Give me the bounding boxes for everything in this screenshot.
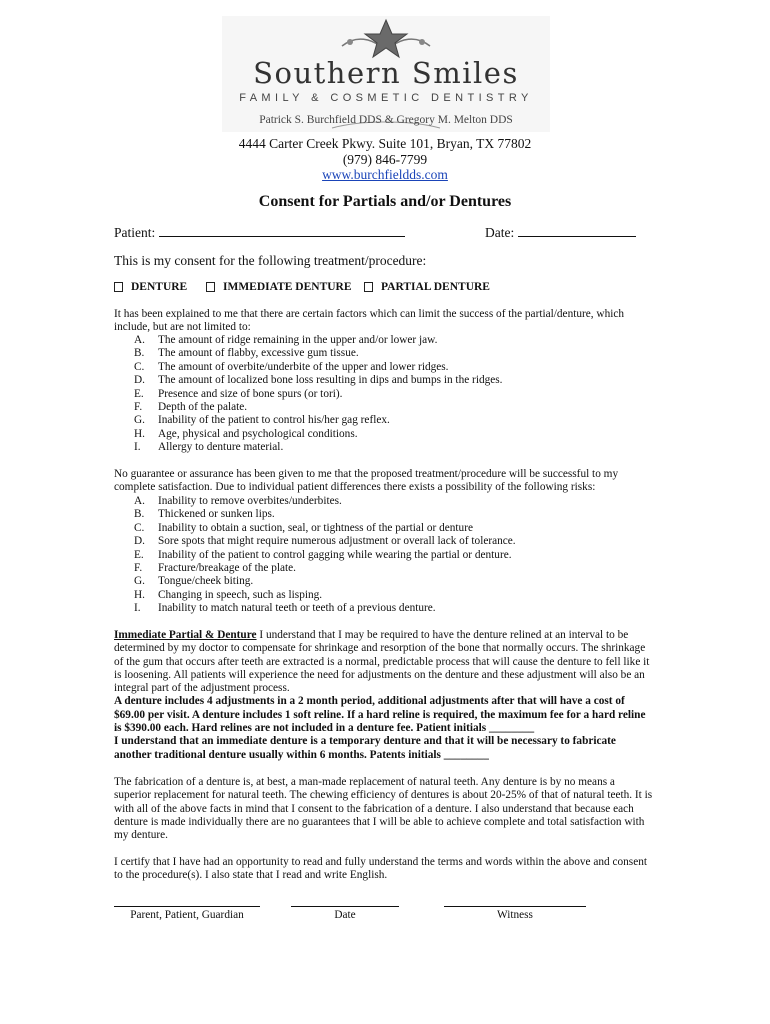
practice-address: 4444 Carter Creek Pkwy. Suite 101, Bryan, TX 77802 xyxy=(238,136,532,151)
option-immediate-denture[interactable] xyxy=(206,281,352,293)
list-item: C. Inability to obtain a suction, seal, or tightness of the partial or denture xyxy=(134,521,473,534)
list-item: D. Sore spots that might require numerous adjustment or overall lack of tolerance. xyxy=(134,535,516,548)
form-title: Consent for Partials and/or Dentures xyxy=(258,193,512,210)
list-item: D. The amount of localized bone loss resulting in dips and bumps in the ridges. xyxy=(134,374,503,387)
signature-witness[interactable]: Witness xyxy=(444,906,586,921)
patient-label: Patient: xyxy=(114,225,156,240)
certify-paragraph: I certify that I have had an opportunity to read and fully understand the terms and words within the above and consent to the procedure(s). I also state that I read and write English. xyxy=(114,856,647,882)
option-label: DENTURE xyxy=(131,281,188,293)
list-item: E. Inability of the patient to control gagging while wearing the partial or denture. xyxy=(134,548,512,561)
adjustment-fees: A denture includes 4 adjustments in a 2 month period, additional adjustments after that will have a cost of $69.00 per visit. A denture includes 1 soft reline. If a hard reline is required, the maximum fee for a hard reline is $390.00 each. Hard relines are not included in a denture fee. Patient initials ________ xyxy=(114,695,646,735)
brand-subtitle: FAMILY & COSMETIC DENTISTRY xyxy=(239,92,533,104)
risks-intro: No guarantee or assurance has been given to me that the proposed treatment/procedure will be successful to my complete satisfaction. Due to individual patient differences there exists a possibility of the following risks: xyxy=(114,468,619,494)
list-item: H. Changing in speech, such as lisping. xyxy=(134,588,323,601)
immediate-heading: Immediate Partial & Denture xyxy=(114,629,257,641)
fabrication-paragraph: The fabrication of a denture is, at best, a man-made replacement of natural teeth. Any denture is by no means a superior replacement for natural teeth. The chewing efficiency of dentures is about 20-25% of that of natural teeth. It is with all of the above facts in mind that I consent to the fabrication of a denture. I also understand that because each denture is made individually there are no guarantees that I will be able to achieve complete and total satisfaction with my denture. xyxy=(114,776,653,842)
website-row xyxy=(0,167,770,183)
brand-name: Southern Smiles xyxy=(253,56,519,90)
list-item: B. Thickened or sunken lips. xyxy=(134,508,275,521)
patient-field xyxy=(114,224,405,241)
checkbox-icon[interactable] xyxy=(364,282,373,292)
option-label: IMMEDIATE DENTURE xyxy=(223,281,352,293)
factors-list xyxy=(134,334,503,455)
date-label: Date: xyxy=(485,225,515,240)
date-input-line[interactable] xyxy=(518,224,636,237)
practice-logo xyxy=(222,16,550,132)
list-item: G. Tongue/cheek biting. xyxy=(134,575,254,588)
list-item: A. Inability to remove overbites/underbites. xyxy=(134,495,342,507)
temporary-denture-note: I understand that an immediate denture is a temporary denture and that it will be necessary to fabricate another traditional denture usually within 6 months. Patents initials ________ xyxy=(114,735,616,761)
list-item: F. Fracture/breakage of the plate. xyxy=(134,562,297,575)
patient-input-line[interactable] xyxy=(159,224,405,237)
list-item: C. The amount of overbite/underbite of the upper and lower ridges. xyxy=(134,360,449,373)
list-item: E. Presence and size of bone spurs (or tori). xyxy=(134,387,343,400)
signature-date[interactable]: Date xyxy=(291,906,399,921)
checkbox-icon[interactable] xyxy=(114,282,123,292)
list-item: A. The amount of ridge remaining in the upper and/or lower jaw. xyxy=(134,334,438,346)
option-partial-denture[interactable] xyxy=(364,281,490,293)
list-item: G. Inability of the patient to control his/her gag reflex. xyxy=(134,414,390,427)
option-denture[interactable] xyxy=(114,281,187,293)
list-item: I. Allergy to denture material. xyxy=(134,441,284,454)
date-field xyxy=(485,224,636,241)
list-item: B. The amount of flabby, excessive gum tissue. xyxy=(134,347,359,360)
checkbox-icon[interactable] xyxy=(206,282,215,292)
list-item: I. Inability to match natural teeth or teeth of a previous denture. xyxy=(134,602,436,615)
website-link[interactable]: www.burchfieldds.com xyxy=(322,167,448,182)
list-item: H. Age, physical and psychological conditions. xyxy=(134,427,358,440)
list-item: F. Depth of the palate. xyxy=(134,401,248,414)
risks-list xyxy=(134,495,516,616)
practice-phone: (979) 846-7799 xyxy=(342,152,428,167)
immediate-text: I understand that I may be required to have the denture relined at an interval to be determined by my doctor to compensate for shrinkage and resorption of the bone that normally occurs. The shrinkage of the gum that occurs after teeth are extracted is a normal, predictable process that will cause the denture to fell like it is loosening. All patients will experience the need for adjustments on the denture and these adjustment will also be an integral part of the adjustment process. xyxy=(114,629,650,695)
factors-intro: It has been explained to me that there are certain factors which can limit the success of the partial/denture, which include, but are not limited to: xyxy=(114,308,625,334)
doctor-names: Patrick S. Burchfield DDS & Gregory M. Melton DDS xyxy=(259,114,513,126)
signature-parent-patient-guardian[interactable]: Parent, Patient, Guardian xyxy=(114,906,260,921)
immediate-section xyxy=(114,629,654,762)
option-label: PARTIAL DENTURE xyxy=(381,281,490,293)
consent-line: This is my consent for the following treatment/procedure: xyxy=(114,253,427,268)
